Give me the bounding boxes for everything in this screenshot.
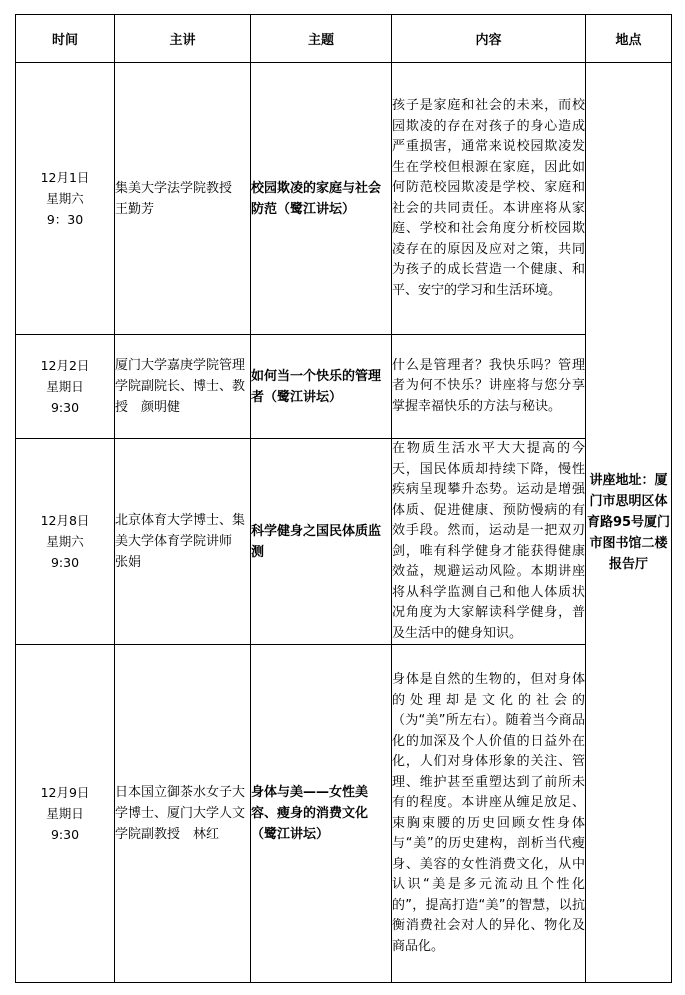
content-cell: 孩子是家庭和社会的未来，而校园欺凌的存在对孩子的身心造成严重损害，通常来说校园欺凌发生在学校但根源在家庭，因此如何防范校园欺凌是学校、家庭和社会的共同责任。本讲座将从家庭、学校和社会角度分析校园欺凌存在的原因及应对之策，共同为孩子的成长营造一个健康、和平、安宁的学习和生活环境。: [392, 63, 586, 335]
start-time-text: 9:30: [50, 827, 80, 842]
speaker-cell: 日本国立御茶水女子大学博士、厦门大学人文学院副教授 林红: [115, 645, 251, 983]
table-row: [16, 645, 672, 983]
speaker-cell: 集美大学法学院教授 王勤芳: [115, 63, 251, 335]
topic-cell: 校园欺凌的家庭与社会防范（鹭江讲坛）: [251, 63, 392, 335]
topic-cell: 身体与美——女性美容、瘦身的消费文化（鹭江讲坛）: [251, 645, 392, 983]
time-cell: [16, 63, 115, 335]
content-cell: 身体是自然的生物的，但对身体的处理却是文化的社会的（为“美”所左右）。随着当今商品化的加深及个人价值的日益外在化，人们对身体形象的关注、管理、维护甚至重塑达到了前所未有的程度。本讲座从缠足放足、束胸束腰的历史回顾女性身体与“美”的历史建构，剖析当代瘦身、美容的女性消费文化，从中认识“美是多元流动且个性化的”，提高打造“美”的智慧，以抗衡消费社会对人的异化、物化及商品化。: [392, 645, 586, 983]
speaker-cell: 北京体育大学博士、集美大学体育学院讲师 张娟: [115, 439, 251, 645]
topic-cell: 如何当一个快乐的管理者（鹭江讲坛）: [251, 335, 392, 439]
date-text: 12月9日: [40, 785, 90, 800]
header-time: 时间: [16, 15, 115, 63]
date-text: 12月1日: [40, 170, 90, 185]
date-text: 12月8日: [40, 513, 90, 528]
time-cell: [16, 439, 115, 645]
content-cell: 在物质生活水平大大提高的今天，国民体质却持续下降，慢性疾病呈现攀升态势。运动是增强体质、促进健康、预防慢病的有效手段。然而，运动是一把双刃剑，唯有科学健身才能获得健康效益，规避运动风险。本期讲座将从科学监测自己和他人体质状况角度为大家解读科学健身，普及生活中的健身知识。: [392, 439, 586, 645]
header-venue: 地点: [586, 15, 672, 63]
header-topic: 主题: [251, 15, 392, 63]
time-cell: [16, 645, 115, 983]
start-time-text: 9：30: [46, 212, 84, 227]
header-content: 内容: [392, 15, 586, 63]
time-cell: [16, 335, 115, 439]
date-text: 12月2日: [40, 358, 90, 373]
table-row: [16, 63, 672, 335]
speaker-cell: 厦门大学嘉庚学院管理学院副院长、博士、教授 颜明健: [115, 335, 251, 439]
table-row: [16, 335, 672, 439]
header-row: [16, 15, 672, 63]
content-cell: 什么是管理者？我快乐吗？管理者为何不快乐？讲座将与您分享掌握幸福快乐的方法与秘诀。: [392, 335, 586, 439]
start-time-text: 9:30: [50, 400, 80, 415]
weekday-text: 星期日: [46, 806, 84, 821]
table-row: [16, 439, 672, 645]
weekday-text: 星期六: [46, 534, 84, 549]
weekday-text: 星期日: [46, 379, 84, 394]
weekday-text: 星期六: [46, 191, 84, 206]
lecture-schedule-table: [15, 14, 672, 983]
header-speaker: 主讲: [115, 15, 251, 63]
venue-cell: 讲座地址：厦门市思明区体育路95号厦门市图书馆二楼报告厅: [586, 63, 672, 983]
start-time-text: 9:30: [50, 555, 80, 570]
topic-cell: 科学健身之国民体质监测: [251, 439, 392, 645]
